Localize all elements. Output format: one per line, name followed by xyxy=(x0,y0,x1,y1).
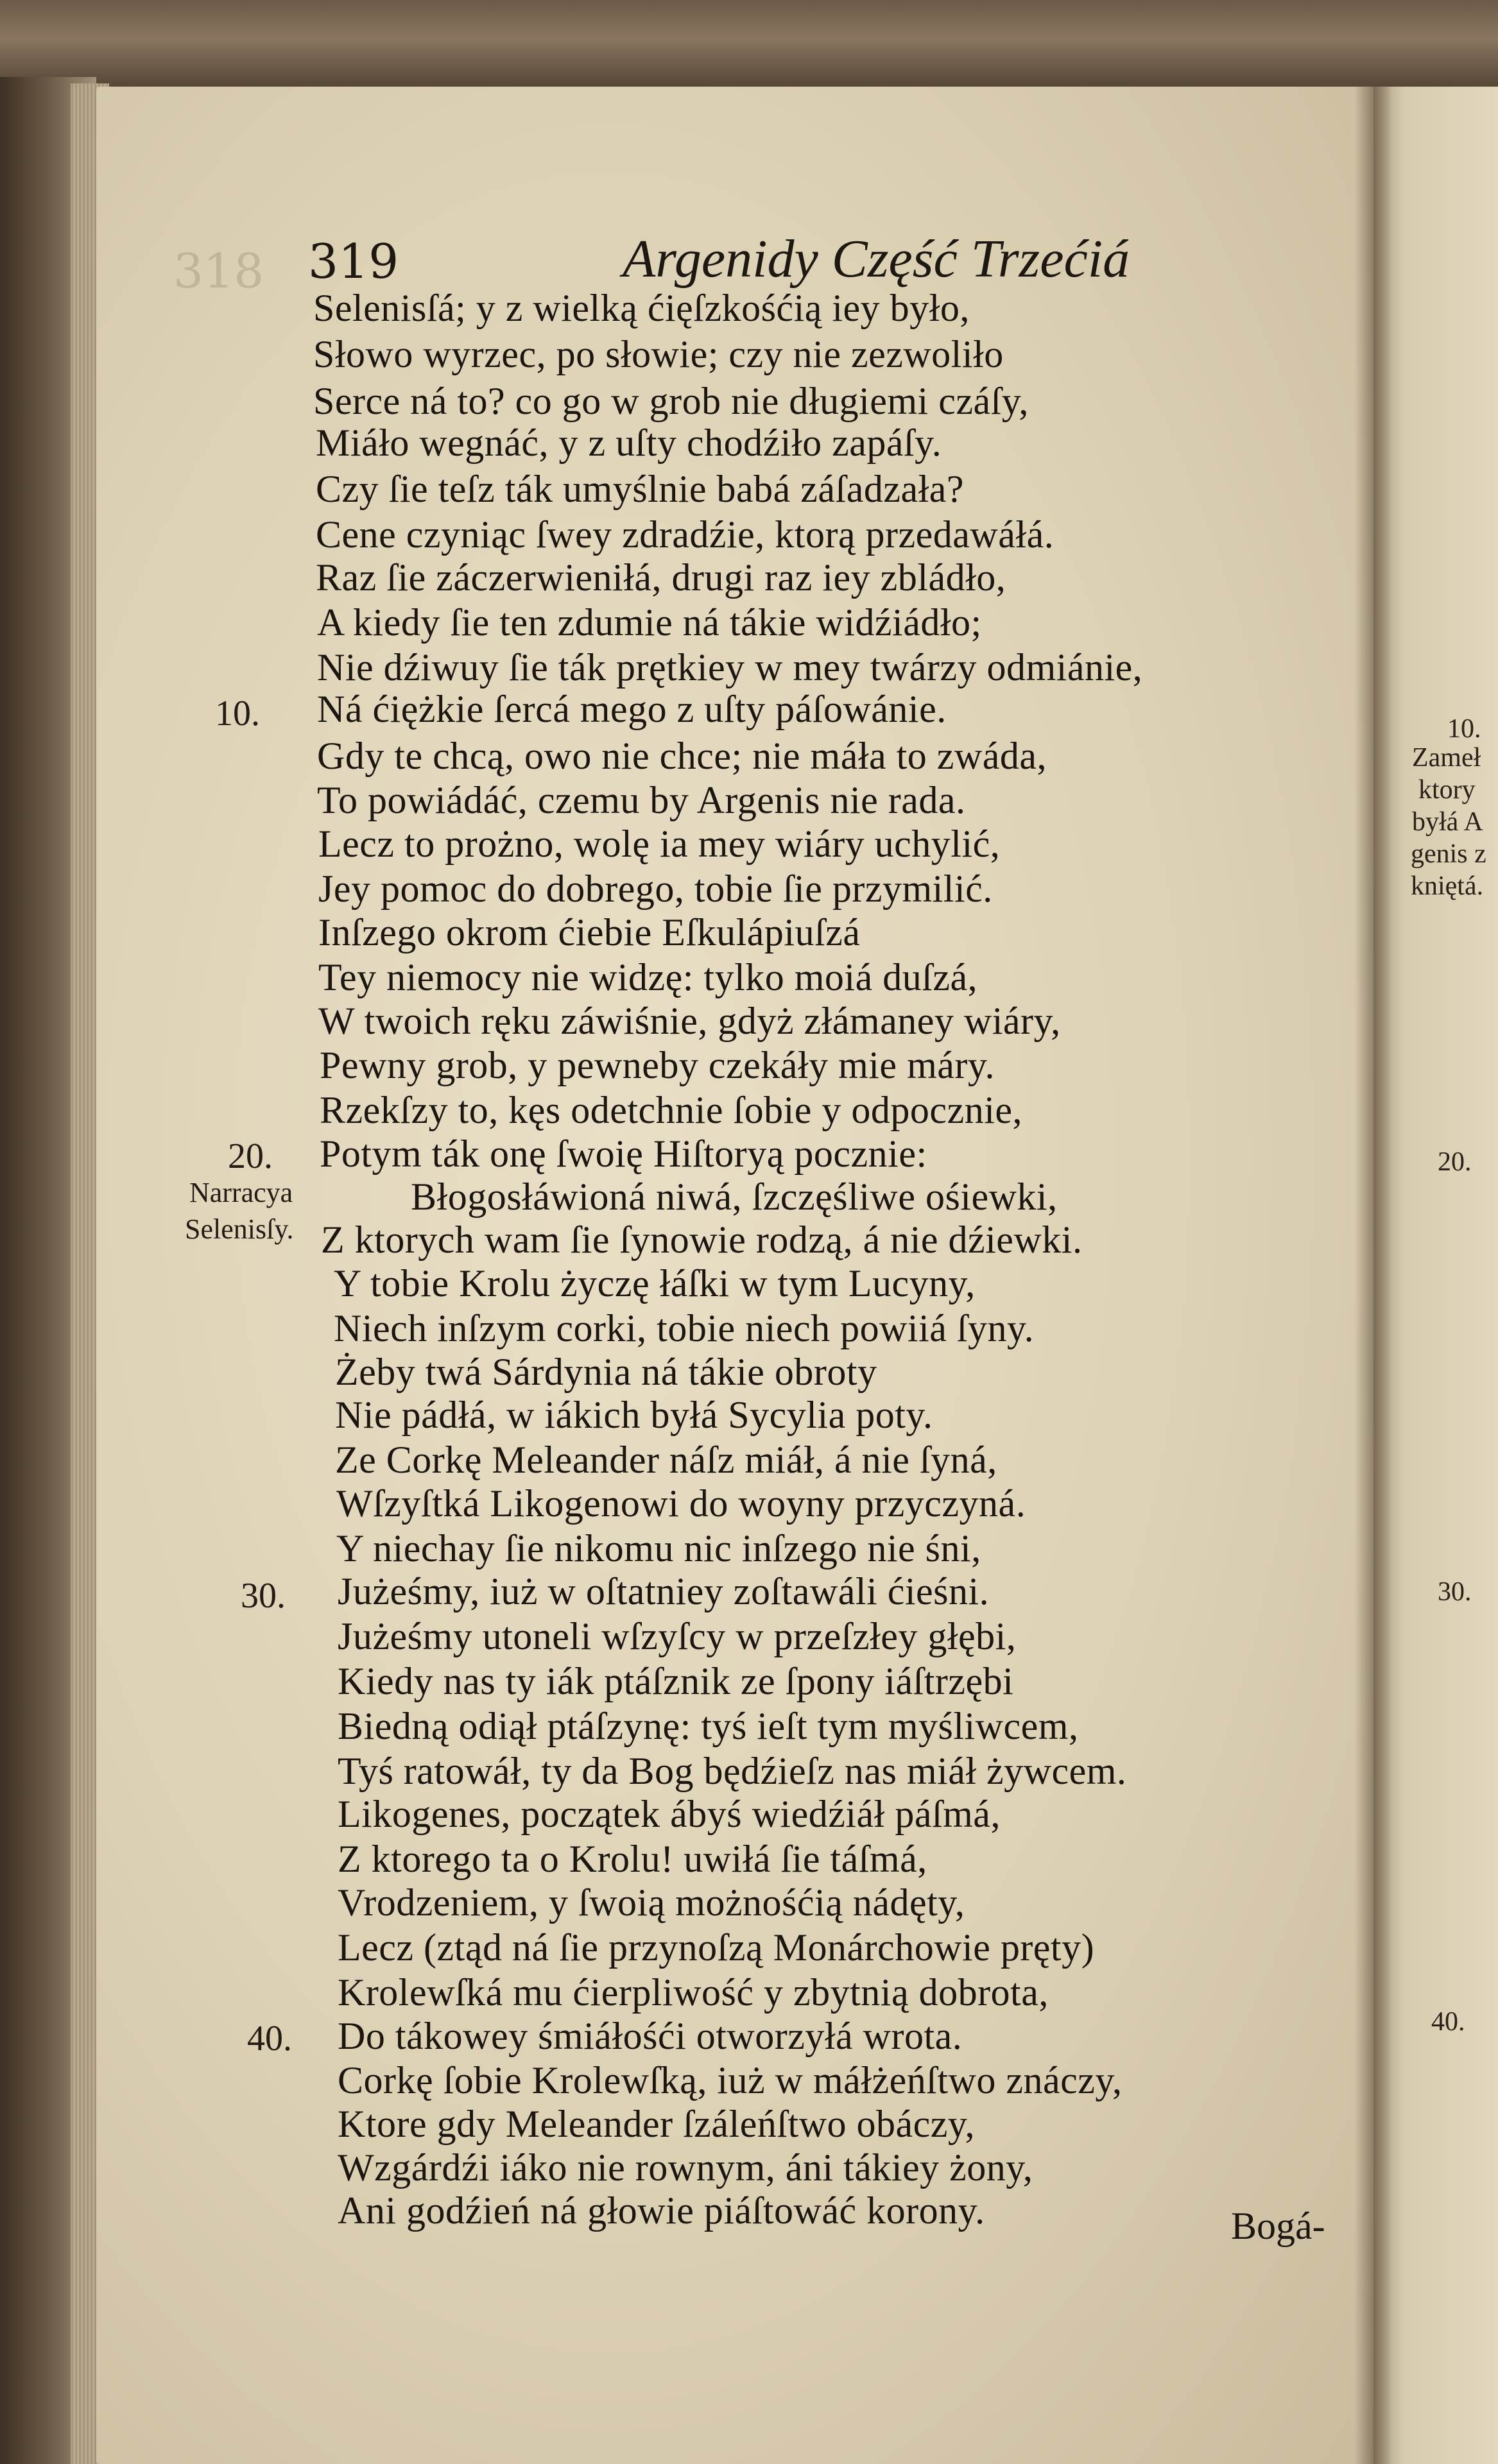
right-page-margin-note: genis z xyxy=(1411,839,1486,869)
poem-line: Jey pomoc do dobrego, tobie ſie przymilić. xyxy=(318,868,993,910)
poem-line: Corkę ſobie Krolewſką, iuż w máłżeńſtwo znáczy, xyxy=(338,2059,1123,2101)
poem-line: Kiedy nas ty iák ptáſznik ze ſpony iáſtrzębi xyxy=(338,1660,1014,1702)
poem-line: To powiádáć, czemu by Argenis nie rada. xyxy=(317,779,966,821)
poem-line: Wſzyſtká Likogenowi do woyny przyczyná. xyxy=(336,1482,1026,1525)
poem-line: Y niechay ſie nikomu nic inſzego nie śni, xyxy=(336,1527,981,1570)
line-number: 30. xyxy=(241,1576,286,1616)
poem-line: Błogosłáwioná niwá, ſzczęśliwe ośiewki, xyxy=(411,1176,1058,1218)
poem-line: Ktore gdy Meleander ſzáleńſtwo obáczy, xyxy=(338,2103,976,2145)
line-number: 20. xyxy=(228,1136,273,1176)
poem-line: Tey niemocy nie widzę: tylko moiá duſzá, xyxy=(318,956,978,998)
running-title: Argenidy Część Trzećiá xyxy=(623,229,1130,289)
poem-line: Pewny grob, y pewneby czekáły mie máry. xyxy=(320,1044,995,1086)
poem-line: Vrodzeniem, y ſwoią możnośćią nádęty, xyxy=(338,1881,965,1924)
poem-line: Serce ná to? co go w grob nie długiemi czáſy, xyxy=(313,380,1029,422)
poem-line: Ani godźień ná głowie piáſtowáć korony. xyxy=(338,2189,985,2232)
poem-line: Słowo wyrzec, po słowie; czy nie zezwoliło xyxy=(313,333,1004,375)
line-number: 10. xyxy=(215,694,260,733)
poem-line: Nie pádłá, w iákich byłá Sycylia poty. xyxy=(335,1394,933,1436)
poem-line: Krolewſká mu ćierpliwość y zbytnią dobrota, xyxy=(338,1971,1049,2014)
poem-line: Do tákowey śmiáłośći otworzyłá wrota. xyxy=(338,2015,963,2057)
poem-line: Jużeśmy utoneli wſzyſcy w przeſzłey głębi, xyxy=(338,1615,1017,1657)
poem-line: Biedną odiął ptáſzynę: tyś ieſt tym myśliwcem, xyxy=(338,1705,1079,1747)
poem-line: Inſzego okrom ćiebie Eſkulápiuſzá xyxy=(318,911,861,954)
margin-note-selenissy: Selenisſy. xyxy=(185,1213,294,1245)
poem-line: Likogenes, początek ábyś wiedźiáł páſmá, xyxy=(338,1793,1001,1835)
poem-line: Raz ſie záczerwieniłá, drugi raz iey zbládło, xyxy=(316,556,1006,599)
poem-line: Potym ták onę ſwoię Hiſtoryą pocznie: xyxy=(320,1133,927,1175)
poem-line: Z ktorego ta o Krolu! uwiłá ſie táſmá, xyxy=(338,1838,927,1880)
poem-line: A kiedy ſie ten zdumie ná tákie widźiádło; xyxy=(317,601,982,644)
poem-line: Gdy te chcą, owo nie chce; nie máła to zwáda, xyxy=(317,735,1047,777)
right-page-line-number: 30. xyxy=(1438,1577,1472,1607)
poem-line: Ze Corkę Meleander náſz miáł, á nie ſyná, xyxy=(335,1439,997,1481)
poem-line: Wzgárdźi iáko nie rownym, áni tákiey żony, xyxy=(338,2146,1033,2189)
poem-line: Z ktorych wam ſie ſynowie rodzą, á nie dźiewki. xyxy=(321,1219,1083,1261)
right-page-margin-note: ktory xyxy=(1418,775,1476,805)
poem-line: W twoich ręku záwiśnie, gdyż złámaney wiáry, xyxy=(318,1000,1061,1042)
right-page-line-number: 40. xyxy=(1431,2007,1465,2037)
poem-line: Jużeśmy, iuż w oſtatniey zoſtawáli ćieśni. xyxy=(338,1570,990,1613)
poem-line: Lecz (ztąd ná ſie przynoſzą Monárchowie pręty) xyxy=(338,1926,1095,1969)
poem-line: Selenisſá; y z wielką ćięſzkośćią iey było, xyxy=(313,287,970,329)
show-through-page-number: 318 xyxy=(173,244,264,299)
page-number: 319 xyxy=(308,234,399,289)
right-page-margin-note: Zameł xyxy=(1412,743,1481,773)
line-number: 40. xyxy=(247,2019,292,2058)
poem-line: Lecz to prożno, wolę ia mey wiáry uchylić, xyxy=(318,823,1001,865)
poem-line: Rzekſzy to, kęs odetchnie ſobie y odpocznie, xyxy=(320,1089,1022,1131)
right-page-margin-note: byłá A xyxy=(1412,807,1483,837)
right-page-margin-note: kniętá. xyxy=(1411,871,1484,901)
poem-line: Ná ćiężkie ſercá mego z uſty páſowánie. xyxy=(317,688,947,730)
poem-line: Cene czyniąc ſwey zdradźie, ktorą przedawáłá. xyxy=(316,513,1055,556)
right-page-line-number: 20. xyxy=(1438,1147,1472,1177)
margin-note-narracya: Narracya xyxy=(189,1177,293,1208)
poem-line: Miáło wegnáć, y z uſty chodźiło zapáſy. xyxy=(316,422,942,464)
catchword: Bogá- xyxy=(1231,2205,1325,2247)
poem-line: Nie dźiwuy ſie ták prętkiey w mey twárzy odmiánie, xyxy=(317,646,1143,689)
poem-line: Y tobie Krolu życzę łáſki w tym Lucyny, xyxy=(334,1262,976,1305)
poem-line: Tyś ratowáł, ty da Bog będźieſz nas miáł żywcem. xyxy=(338,1750,1127,1792)
poem-line: Czy ſie teſz ták umyślnie babá záſadzała? xyxy=(316,468,965,510)
right-page-line-number: 10. xyxy=(1447,714,1481,744)
poem-line: Niech inſzym corki, tobie niech powiiá ſyny. xyxy=(334,1307,1035,1349)
poem-line: Żeby twá Sárdynia ná tákie obroty xyxy=(335,1351,877,1393)
